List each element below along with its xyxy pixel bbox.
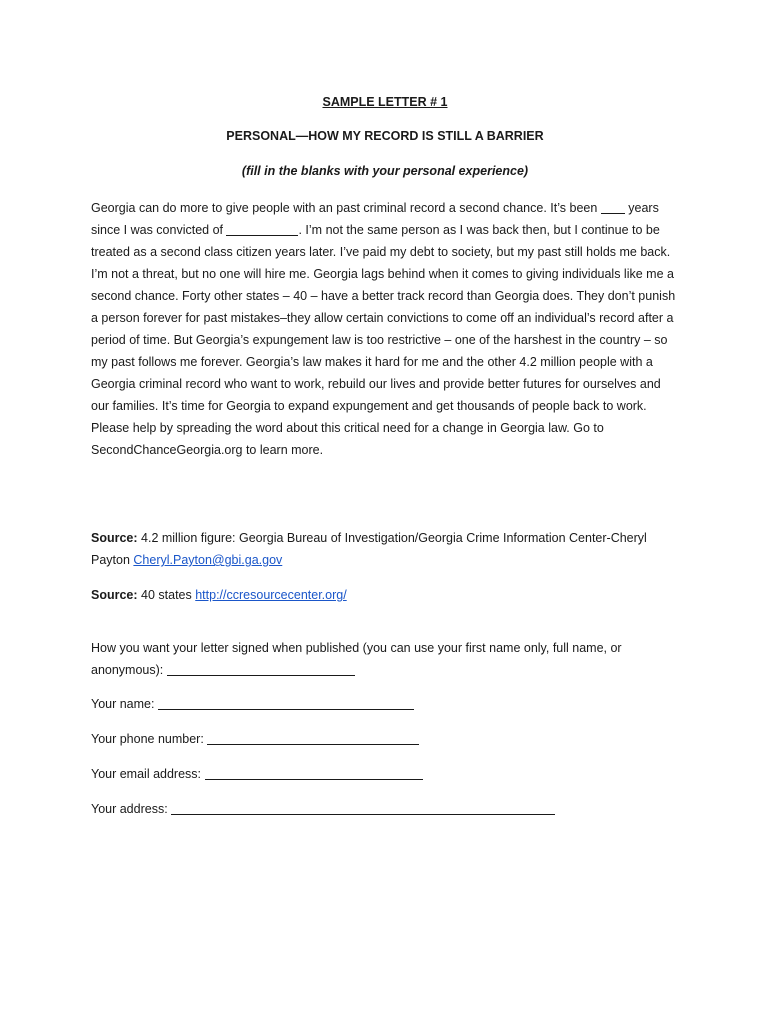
letter-instruction: (fill in the blanks with your personal experience) [241, 164, 529, 178]
source-citation-2 [91, 584, 681, 606]
signature-blank[interactable] [167, 661, 355, 676]
letter-body-part1: Georgia can do more to give people with an past criminal record a second chance. It’s been [91, 201, 601, 215]
name-blank[interactable] [158, 695, 414, 710]
address-field [91, 798, 555, 820]
source-text: 40 states [137, 588, 196, 602]
years-blank[interactable] [601, 199, 625, 214]
name-field [91, 693, 414, 715]
address-label: Your address: [91, 802, 172, 816]
phone-field [91, 728, 419, 750]
letter-title: SAMPLE LETTER # 1 [322, 95, 448, 109]
letter-body-part3: . I’m not the same person as I was back then, but I continue to be treated as a second class citizen years later. I’ve paid my debt to society, but my past still holds me back. I’m not a threat, but no one will hire me. Georgia lags behind when it comes to giving individuals like me a second chance. Forty other states – 40 – have a better track record than Georgia does. They don’t punish a person forever for past mistakes–they allow certain convictions to come off an individual’s record after a period of time. But Georgia’s expungement law is too restrictive – one of the harshest in the country – so my past follows me forever. Georgia’s law makes it hard for me and the other 4.2 million people with a Georgia criminal record who want to work, rebuild our lives and provide better futures for ourselves and our families. It’s time for Georgia to expand expungement and get thousands of people back to work. Please help by spreading the word about this critical need for a change in Georgia law. Go to SecondChanceGeorgia.org to learn more. [91, 223, 676, 457]
phone-label: Your phone number: [91, 732, 208, 746]
email-field [91, 763, 423, 785]
name-label: Your name: [91, 697, 158, 711]
signature-question-label: How you want your letter signed when published (you can use your first name only, full name, or anonymous): [91, 641, 622, 677]
address-blank[interactable] [171, 800, 555, 815]
source-text: 4.2 million figure: Georgia Bureau of Investigation/Georgia Crime Information Center-Cheryl Payton [91, 531, 647, 567]
source-url-link[interactable]: http://ccresourcecenter.org/ [195, 588, 347, 602]
source-citation-1 [91, 527, 681, 571]
signature-question [91, 637, 681, 681]
email-blank[interactable] [205, 765, 423, 780]
letter-body-part2: years since I was convicted of [91, 201, 659, 237]
conviction-blank[interactable] [226, 221, 298, 236]
source-label: Source: [91, 588, 138, 602]
phone-blank[interactable] [207, 730, 419, 745]
letter-subtitle: PERSONAL—HOW MY RECORD IS STILL A BARRIER [226, 129, 544, 143]
email-label: Your email address: [91, 767, 205, 781]
source-email-link[interactable]: Cheryl.Payton@gbi.ga.gov [133, 553, 283, 567]
letter-body [91, 197, 681, 461]
source-label: Source: [91, 531, 138, 545]
